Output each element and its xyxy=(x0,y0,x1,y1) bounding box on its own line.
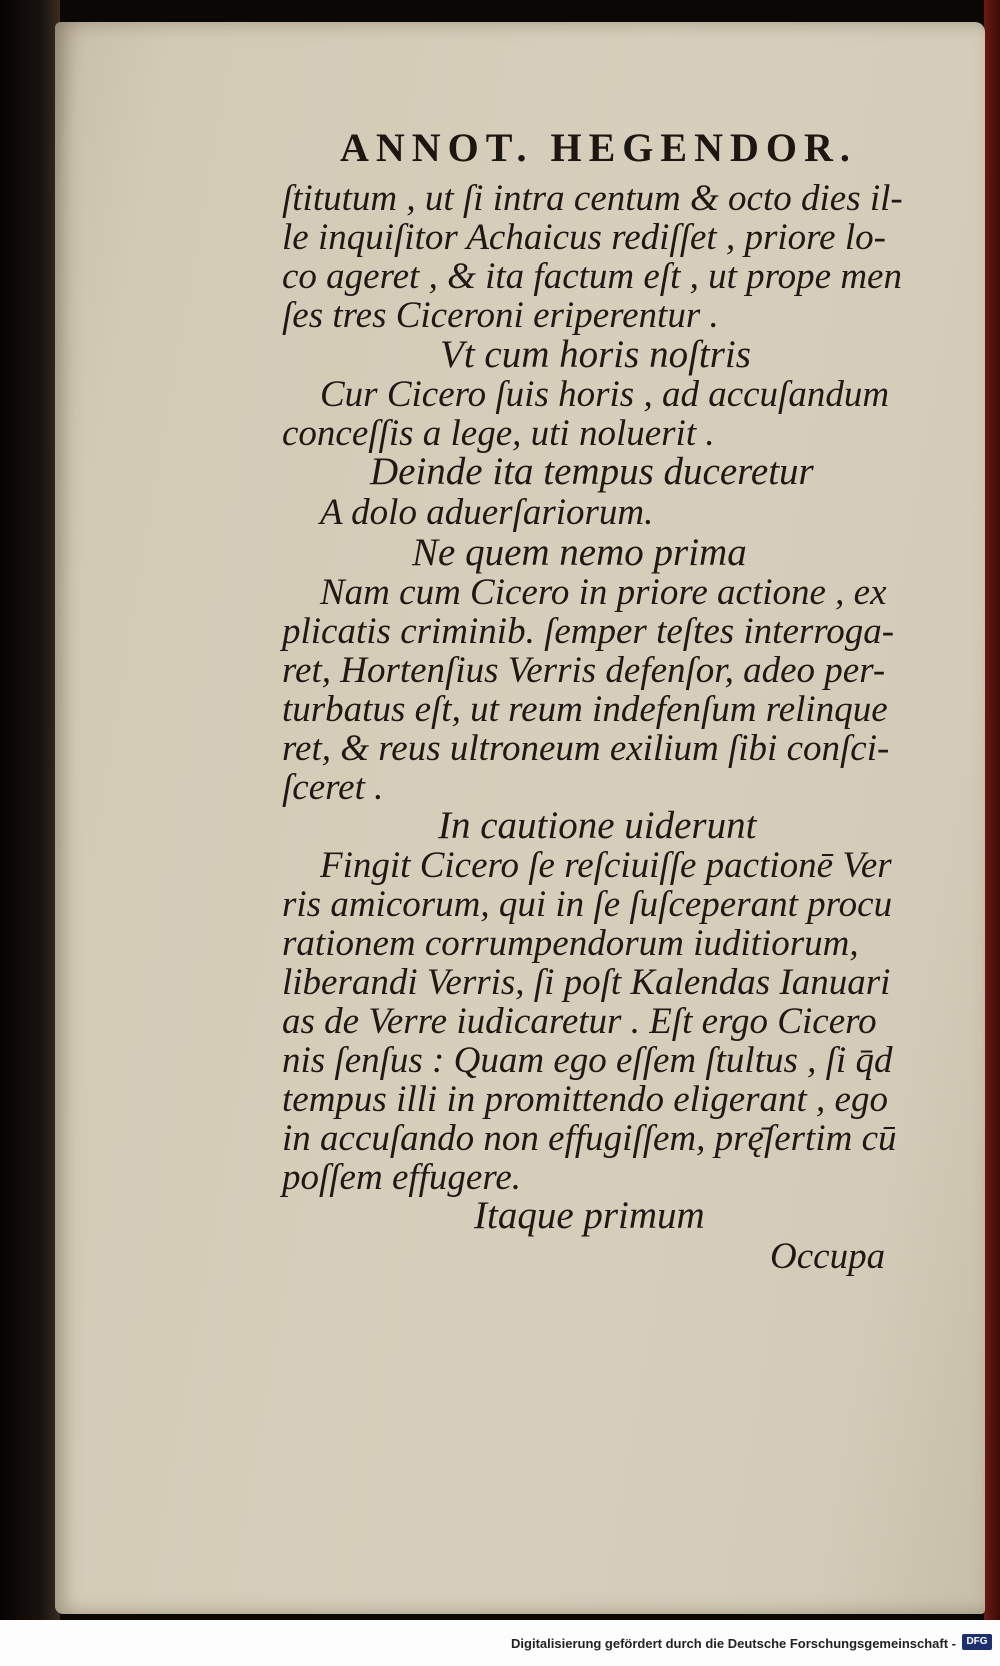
text-line: turbatus eſt, ut reum indefenſum relinque xyxy=(282,689,888,730)
dfg-logo: DFG xyxy=(962,1634,992,1650)
text-line: liberandi Verris, ſi poſt Kalendas Ianuari xyxy=(282,962,891,1003)
text-line: ſceret . xyxy=(282,767,384,808)
text-line: poſſem effugere. xyxy=(282,1157,522,1198)
text-line: Fingit Cicero ſe reſciuiſſe pactionē Ver xyxy=(320,845,892,886)
text-line: Cur Cicero ſuis horis , ad accuſandum xyxy=(320,374,890,415)
text-line: ret, & reus ultroneum exilium ſibi conſci- xyxy=(282,728,890,769)
text-line: co ageret , & ita factum eſt , ut prope men xyxy=(282,256,902,297)
book-cover-edge xyxy=(984,0,1000,1620)
text-line: rationem corrumpendorum iuditiorum, xyxy=(282,923,859,964)
text-line: in accuſando non effugiſſem, prę̄ſertim cū xyxy=(282,1118,897,1159)
text-line: ret, Hortenſius Verris defenſor, adeo per- xyxy=(282,650,886,691)
text-line: tempus illi in promittendo eligerant , ego xyxy=(282,1079,888,1120)
text-line: ris amicorum, qui in ſe ſuſceperant procu xyxy=(282,884,893,925)
text-line: ſtitutum , ut ſi intra centum & octo dies il- xyxy=(282,178,903,219)
text-line: nis ſenſus : Quam ego eſſem ſtultus , ſi q̄d xyxy=(282,1040,893,1081)
text-line: ſes tres Ciceroni eriperentur . xyxy=(282,295,719,336)
lemma-heading: Deinde ita tempus duceretur xyxy=(370,450,814,493)
lemma-heading: Itaque primum xyxy=(474,1194,705,1237)
running-header: ANNOT. HEGENDOR. xyxy=(340,125,857,170)
text-line: le inquiſitor Achaicus rediſſet , priore lo- xyxy=(282,217,886,258)
catchword: Occupa xyxy=(770,1236,886,1277)
text-line: A dolo aduerſariorum. xyxy=(320,492,654,533)
text-line: plicatis criminib. ſemper teſtes interroga- xyxy=(282,611,895,652)
text-line: as de Verre iudicaretur . Eſt ergo Cicero xyxy=(282,1001,877,1042)
lemma-heading: In cautione uiderunt xyxy=(438,804,757,847)
book-spine-edge xyxy=(0,0,60,1620)
lemma-heading: Vt cum horis noſtris xyxy=(440,333,751,376)
footer-credit: Digitalisierung gefördert durch die Deutsche Forschungsgemeinschaft - xyxy=(511,1636,956,1651)
digitization-footer xyxy=(0,1620,1000,1666)
text-line: conceſſis a lege, uti noluerit . xyxy=(282,413,715,454)
lemma-heading: Ne quem nemo prima xyxy=(412,531,747,574)
text-line: Nam cum Cicero in priore actione , ex xyxy=(320,572,887,613)
